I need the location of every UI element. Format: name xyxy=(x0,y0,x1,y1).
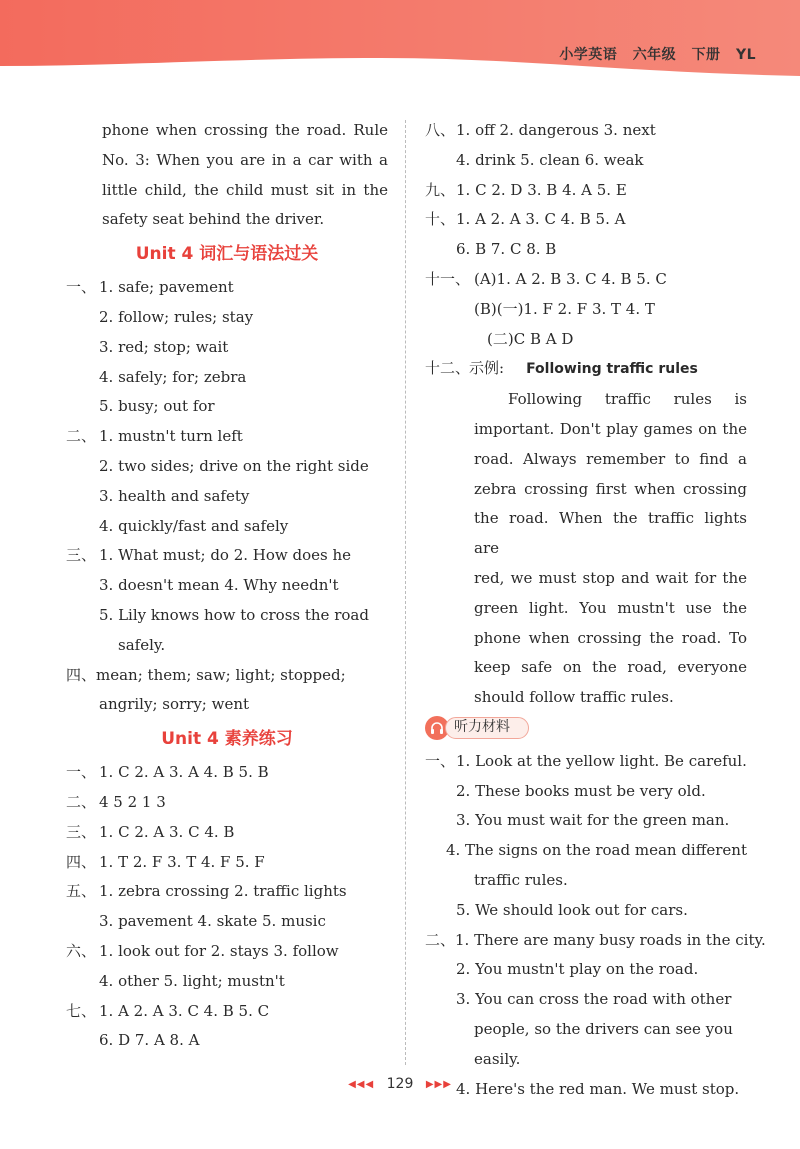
answer-text: 1. zebra crossing 2. traffic lights xyxy=(99,882,347,901)
answer-line xyxy=(66,273,388,303)
answer-line xyxy=(66,758,388,788)
left-column xyxy=(66,116,388,1056)
answer-line xyxy=(66,571,388,601)
answer-text: 1. A 2. A 3. C 4. B 5. C xyxy=(99,1001,270,1020)
answer-continuation: safely. xyxy=(118,635,166,654)
answer-line xyxy=(66,788,388,818)
answer-text: (二)C B A D xyxy=(487,329,574,348)
section-title-practice: Unit 4 素养练习 xyxy=(161,729,293,750)
answer-text: 6. B 7. C 8. B xyxy=(456,240,557,259)
answer-line xyxy=(66,392,388,422)
answer-text: 1. look out for 2. stays 3. follow xyxy=(99,941,339,960)
answer-text: 4. The signs on the road mean different xyxy=(445,841,747,860)
answer-line xyxy=(425,295,747,325)
answer-text: 1. safe; pavement xyxy=(99,278,234,297)
question-label: 一、 xyxy=(425,751,456,770)
answer-line xyxy=(66,333,388,363)
page-footer xyxy=(0,1076,800,1092)
vocab-grammar-answers xyxy=(66,273,388,631)
header-grade: 六年级 xyxy=(632,47,677,63)
answer-text: 4. other 5. light; mustn't xyxy=(99,971,285,990)
question-label: 十、 xyxy=(425,210,456,229)
answer-continuation: angrily; sorry; went xyxy=(99,695,250,714)
answer-text: 1. C 2. D 3. B 4. A 5. E xyxy=(456,180,627,199)
answer-text: 1. off 2. dangerous 3. next xyxy=(456,121,656,139)
essay-line: the road. When the traffic lights are xyxy=(474,509,747,558)
answer-line xyxy=(66,452,388,482)
answer-text: 3. You must wait for the green man. xyxy=(456,811,730,830)
answer-text: 1. T 2. F 3. T 4. F 5. F xyxy=(99,852,265,871)
header-band xyxy=(0,0,800,78)
answer-line xyxy=(66,997,388,1027)
answer-text: people, so the drivers can see you xyxy=(474,1019,733,1038)
intro-line: little child, the child must sit in the xyxy=(102,180,388,199)
question-label: 七、 xyxy=(66,1001,97,1020)
intro-line: No. 3: When you are in a car with a xyxy=(102,150,388,169)
answer-line xyxy=(66,877,388,907)
answer-line xyxy=(425,176,747,206)
answer-text: 2. two sides; drive on the right side xyxy=(99,456,369,475)
essay-line: red, we must stop and wait for the xyxy=(474,568,747,587)
listening-script xyxy=(425,747,766,1105)
example-label: 示例: xyxy=(469,359,505,378)
question-label: 三、 xyxy=(66,546,97,565)
essay-title: Following traffic rules xyxy=(526,361,698,378)
answer-text: easily. xyxy=(474,1049,521,1068)
essay-line: Following traffic rules is xyxy=(508,390,747,409)
answer-text: 1. Look at the yellow light. Be careful. xyxy=(456,751,747,770)
essay-line: should follow traffic rules. xyxy=(474,688,674,707)
answer-line xyxy=(425,235,747,265)
question-label: 四、 xyxy=(66,665,97,684)
answer-text: 4 5 2 1 3 xyxy=(99,792,166,811)
answer-line xyxy=(66,1026,388,1056)
practice-answers-continued xyxy=(425,116,747,354)
answer-line xyxy=(425,146,747,176)
answer-line xyxy=(425,896,747,926)
right-column xyxy=(425,116,766,1104)
answer-text: (B)(一)1. F 2. F 3. T 4. T xyxy=(474,299,655,318)
essay-line: phone when crossing the road. To xyxy=(474,628,747,647)
essay-line: important. Don't play games on the xyxy=(474,419,747,438)
question-label: 八、 xyxy=(425,121,456,139)
question-label: 三、 xyxy=(66,822,97,841)
answer-line xyxy=(425,866,747,896)
answer-line xyxy=(66,937,388,967)
header-wave xyxy=(0,0,800,78)
question-label: 二、 xyxy=(66,792,97,811)
essay-line: green light. You mustn't use the xyxy=(474,598,747,617)
answer-line xyxy=(425,265,747,295)
intro-line: phone when crossing the road. Rule xyxy=(102,121,388,139)
answer-text: (A)1. A 2. B 3. C 4. B 5. C xyxy=(474,269,667,288)
intro-line: safety seat behind the driver. xyxy=(102,210,325,229)
answer-line xyxy=(66,512,388,542)
answer-line xyxy=(425,325,747,355)
header-info xyxy=(549,44,756,64)
answer-text: 3. You can cross the road with other xyxy=(456,990,732,1009)
page-number: 129 xyxy=(386,1076,414,1092)
question-label: 四、 xyxy=(66,852,97,871)
answer-text: 1. There are many busy roads in the city. xyxy=(455,930,766,949)
essay-body xyxy=(425,385,747,713)
question-label: 九、 xyxy=(425,180,456,199)
listening-tag xyxy=(425,716,529,740)
answer-text: 3. pavement 4. skate 5. music xyxy=(99,912,326,931)
answer-line xyxy=(66,818,388,848)
answer-line xyxy=(425,1045,747,1075)
answer-line xyxy=(66,601,388,631)
essay-line: keep safe on the road, everyone xyxy=(474,658,747,677)
answer-text: 1. C 2. A 3. A 4. B 5. B xyxy=(99,763,269,782)
header-subject: 小学英语 xyxy=(559,47,618,63)
answer-text: 5. Lily knows how to cross the road xyxy=(99,605,369,624)
answer-text: 4. safely; for; zebra xyxy=(99,367,247,386)
answer-line xyxy=(425,955,747,985)
section-title-vocab-grammar: Unit 4 词汇与语法过关 xyxy=(135,244,319,265)
answer-line xyxy=(66,967,388,997)
answer-line xyxy=(425,806,747,836)
question-label: 六、 xyxy=(66,941,97,960)
answer-text: mean; them; saw; light; stopped; xyxy=(96,665,346,684)
answer-line xyxy=(425,985,747,1015)
answer-text: 6. D 7. A 8. A xyxy=(99,1031,200,1050)
answer-text: 5. busy; out for xyxy=(99,397,215,416)
answer-text: 2. These books must be very old. xyxy=(456,781,706,800)
question-label: 一、 xyxy=(66,278,97,297)
answer-text: 2. You mustn't play on the road. xyxy=(456,960,699,979)
answer-line xyxy=(425,205,747,235)
question-label: 二、 xyxy=(425,930,456,949)
answer-line xyxy=(66,848,388,878)
answer-line xyxy=(425,777,747,807)
answer-line xyxy=(425,116,747,146)
answer-text: 2. follow; rules; stay xyxy=(99,307,254,326)
question-label: 一、 xyxy=(66,763,97,782)
answer-text: 5. We should look out for cars. xyxy=(456,900,688,919)
answer-line xyxy=(66,303,388,333)
listening-title: 听力材料 xyxy=(445,717,529,739)
answer-line xyxy=(425,836,747,866)
answer-text: 1. C 2. A 3. C 4. B xyxy=(99,822,235,841)
header-volume: 下册 xyxy=(691,47,721,63)
column-divider xyxy=(405,120,406,1065)
answer-line xyxy=(66,661,388,691)
question-label: 十二、 xyxy=(425,359,471,378)
answer-text: 3. doesn't mean 4. Why needn't xyxy=(99,576,339,595)
answer-text: 4. Here's the red man. We must stop. xyxy=(456,1079,740,1098)
answer-line xyxy=(425,747,747,777)
answer-text: 4. drink 5. clean 6. weak xyxy=(456,150,644,169)
answer-text: 1. A 2. A 3. C 4. B 5. A xyxy=(456,210,626,229)
question-label: 二、 xyxy=(66,427,97,446)
q12-heading xyxy=(425,354,747,385)
intro-paragraph xyxy=(66,116,388,235)
essay-line: road. Always remember to find a xyxy=(474,449,747,468)
answer-text: 3. health and safety xyxy=(99,486,250,505)
answer-line xyxy=(66,907,388,937)
question-label: 十一、 xyxy=(425,269,471,288)
answer-text: traffic rules. xyxy=(474,870,568,889)
answer-line xyxy=(66,482,388,512)
answer-line xyxy=(425,1015,747,1045)
question-label: 五、 xyxy=(66,882,97,901)
right-arrows-icon: ▶▶▶ xyxy=(425,1079,452,1090)
answer-line xyxy=(425,926,766,956)
answer-line xyxy=(66,363,388,393)
answer-text: 1. mustn't turn left xyxy=(99,427,243,446)
answer-text: 4. quickly/fast and safely xyxy=(99,516,289,535)
answer-line xyxy=(66,541,388,571)
essay-line: zebra crossing first when crossing xyxy=(474,479,747,498)
practice-answers xyxy=(66,758,388,1056)
left-arrows-icon: ◀◀◀ xyxy=(348,1079,375,1090)
answer-line xyxy=(66,422,388,452)
header-edition: YL xyxy=(735,47,756,63)
answer-text: 3. red; stop; wait xyxy=(99,337,229,356)
answer-text: 1. What must; do 2. How does he xyxy=(99,546,352,565)
